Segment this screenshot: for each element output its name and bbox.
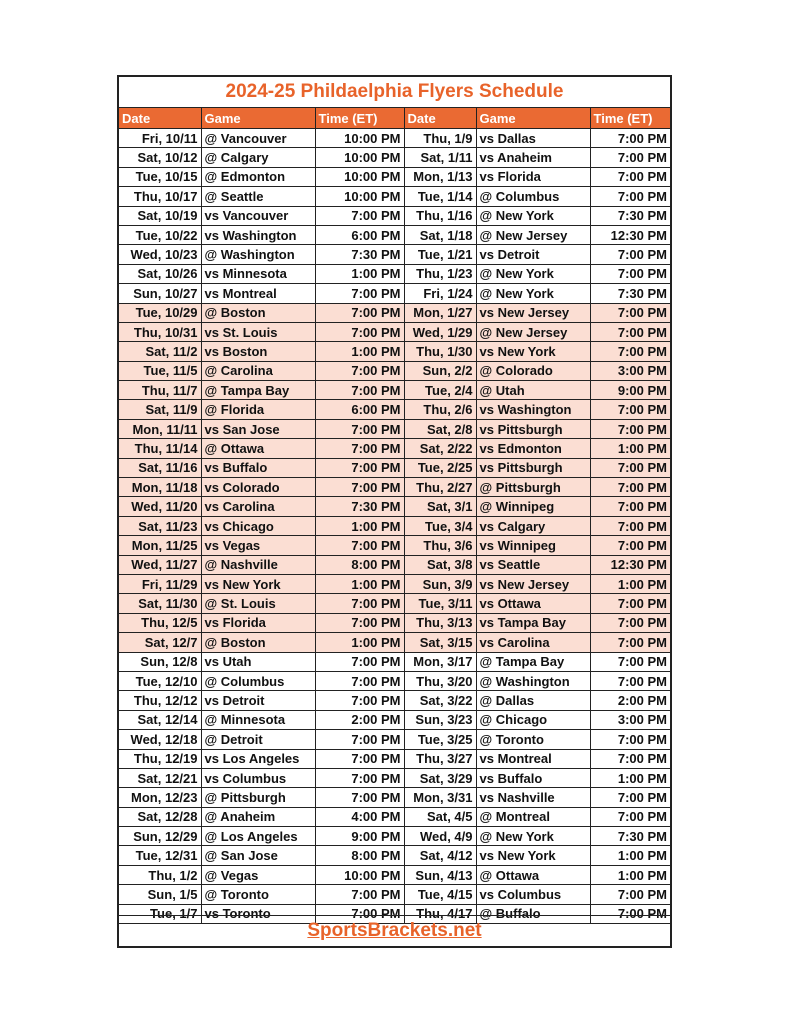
table-row	[119, 768, 670, 787]
game-opponent: vs Dallas	[476, 129, 590, 148]
game-time: 1:00 PM	[315, 516, 404, 535]
game-time: 7:00 PM	[590, 613, 670, 632]
game-date: Tue, 1/14	[404, 187, 476, 206]
game-opponent: @ Ottawa	[201, 439, 315, 458]
game-time: 1:00 PM	[590, 846, 670, 865]
table-row	[119, 846, 670, 865]
game-time: 7:00 PM	[590, 245, 670, 264]
table-row	[119, 730, 670, 749]
game-time: 7:30 PM	[590, 206, 670, 225]
game-time: 7:00 PM	[590, 536, 670, 555]
game-date: Tue, 1/21	[404, 245, 476, 264]
game-opponent: vs Detroit	[201, 691, 315, 710]
game-opponent: @ Los Angeles	[201, 827, 315, 846]
table-row	[119, 322, 670, 341]
game-date: Sat, 12/21	[119, 768, 201, 787]
schedule-table	[119, 108, 670, 924]
game-opponent: @ Montreal	[476, 807, 590, 826]
game-date: Thu, 12/19	[119, 749, 201, 768]
game-opponent: vs Montreal	[476, 749, 590, 768]
header-time: Time (ET)	[315, 108, 404, 129]
game-time: 7:00 PM	[315, 613, 404, 632]
table-row	[119, 284, 670, 303]
game-time: 7:00 PM	[315, 439, 404, 458]
game-date: Wed, 1/29	[404, 322, 476, 341]
game-time: 7:00 PM	[315, 904, 404, 923]
game-time: 7:00 PM	[315, 652, 404, 671]
table-row	[119, 613, 670, 632]
game-time: 7:00 PM	[315, 594, 404, 613]
footer	[119, 915, 670, 946]
game-opponent: @ San Jose	[201, 846, 315, 865]
game-opponent: @ Washington	[476, 671, 590, 690]
game-opponent: vs Los Angeles	[201, 749, 315, 768]
game-time: 7:00 PM	[590, 419, 670, 438]
schedule-body	[119, 129, 670, 924]
game-date: Thu, 11/7	[119, 381, 201, 400]
game-date: Thu, 4/17	[404, 904, 476, 923]
game-opponent: @ Winnipeg	[476, 497, 590, 516]
game-time: 9:00 PM	[315, 827, 404, 846]
game-time: 7:30 PM	[315, 497, 404, 516]
game-opponent: vs New York	[476, 846, 590, 865]
game-opponent: @ Tampa Bay	[476, 652, 590, 671]
game-opponent: vs Washington	[201, 225, 315, 244]
table-row	[119, 381, 670, 400]
game-time: 7:00 PM	[315, 671, 404, 690]
game-date: Tue, 4/15	[404, 885, 476, 904]
game-time: 1:00 PM	[590, 439, 670, 458]
game-opponent: vs Detroit	[476, 245, 590, 264]
game-opponent: @ Washington	[201, 245, 315, 264]
game-date: Thu, 3/6	[404, 536, 476, 555]
game-time: 7:00 PM	[590, 633, 670, 652]
game-date: Thu, 1/16	[404, 206, 476, 225]
game-time: 1:00 PM	[590, 574, 670, 593]
footer-link[interactable]: SportsBrackets.net	[307, 920, 482, 941]
game-opponent: vs Toronto	[201, 904, 315, 923]
game-opponent: vs Columbus	[201, 768, 315, 787]
table-row	[119, 225, 670, 244]
game-date: Mon, 1/13	[404, 167, 476, 186]
game-opponent: vs New York	[476, 342, 590, 361]
game-opponent: @ Minnesota	[201, 710, 315, 729]
game-date: Sat, 12/28	[119, 807, 201, 826]
game-opponent: @ Edmonton	[201, 167, 315, 186]
game-time: 7:00 PM	[590, 322, 670, 341]
game-date: Mon, 12/23	[119, 788, 201, 807]
game-opponent: vs Ottawa	[476, 594, 590, 613]
game-opponent: vs New Jersey	[476, 574, 590, 593]
game-opponent: @ Utah	[476, 381, 590, 400]
game-opponent: @ Columbus	[201, 671, 315, 690]
game-date: Sat, 3/22	[404, 691, 476, 710]
game-date: Sat, 3/29	[404, 768, 476, 787]
game-time: 7:00 PM	[315, 284, 404, 303]
game-opponent: @ Chicago	[476, 710, 590, 729]
game-opponent: vs New Jersey	[476, 303, 590, 322]
game-time: 1:00 PM	[315, 633, 404, 652]
game-date: Sun, 4/13	[404, 865, 476, 884]
game-date: Tue, 3/11	[404, 594, 476, 613]
game-time: 7:00 PM	[590, 264, 670, 283]
game-date: Sat, 10/19	[119, 206, 201, 225]
game-opponent: vs Vancouver	[201, 206, 315, 225]
game-date: Mon, 11/11	[119, 419, 201, 438]
game-opponent: @ Buffalo	[476, 904, 590, 923]
table-row	[119, 749, 670, 768]
game-date: Tue, 3/25	[404, 730, 476, 749]
game-opponent: vs Seattle	[476, 555, 590, 574]
game-date: Thu, 2/6	[404, 400, 476, 419]
game-time: 7:00 PM	[315, 788, 404, 807]
table-row	[119, 652, 670, 671]
game-opponent: vs Colorado	[201, 478, 315, 497]
table-row	[119, 439, 670, 458]
game-opponent: @ Columbus	[476, 187, 590, 206]
game-opponent: vs Florida	[201, 613, 315, 632]
game-date: Sat, 12/14	[119, 710, 201, 729]
game-date: Sun, 12/29	[119, 827, 201, 846]
table-row	[119, 865, 670, 884]
game-time: 7:00 PM	[315, 381, 404, 400]
game-time: 10:00 PM	[315, 129, 404, 148]
game-date: Mon, 3/31	[404, 788, 476, 807]
game-date: Thu, 1/2	[119, 865, 201, 884]
game-opponent: vs Winnipeg	[476, 536, 590, 555]
game-opponent: @ Dallas	[476, 691, 590, 710]
game-date: Sat, 2/8	[404, 419, 476, 438]
table-row	[119, 691, 670, 710]
game-time: 7:00 PM	[590, 594, 670, 613]
game-opponent: vs Anaheim	[476, 148, 590, 167]
game-opponent: @ New York	[476, 206, 590, 225]
game-opponent: @ New Jersey	[476, 322, 590, 341]
game-opponent: vs Calgary	[476, 516, 590, 535]
game-opponent: vs San Jose	[201, 419, 315, 438]
game-date: Sat, 11/30	[119, 594, 201, 613]
table-row	[119, 342, 670, 361]
game-date: Thu, 11/14	[119, 439, 201, 458]
game-time: 7:00 PM	[590, 187, 670, 206]
game-opponent: @ Toronto	[201, 885, 315, 904]
game-time: 1:00 PM	[315, 342, 404, 361]
game-time: 1:00 PM	[315, 264, 404, 283]
game-date: Sat, 11/9	[119, 400, 201, 419]
game-time: 7:00 PM	[590, 788, 670, 807]
game-date: Thu, 1/9	[404, 129, 476, 148]
game-opponent: vs Buffalo	[201, 458, 315, 477]
game-time: 7:00 PM	[590, 671, 670, 690]
game-opponent: @ Anaheim	[201, 807, 315, 826]
game-time: 7:00 PM	[590, 303, 670, 322]
header-game: Game	[201, 108, 315, 129]
game-opponent: @ New York	[476, 264, 590, 283]
table-row	[119, 885, 670, 904]
game-time: 7:00 PM	[590, 749, 670, 768]
game-date: Tue, 12/31	[119, 846, 201, 865]
game-opponent: vs Edmonton	[476, 439, 590, 458]
game-time: 7:00 PM	[590, 730, 670, 749]
game-time: 7:00 PM	[590, 478, 670, 497]
game-date: Sun, 12/8	[119, 652, 201, 671]
table-row	[119, 400, 670, 419]
game-date: Wed, 11/27	[119, 555, 201, 574]
game-date: Sat, 2/22	[404, 439, 476, 458]
game-opponent: @ Vancouver	[201, 129, 315, 148]
game-time: 7:00 PM	[590, 458, 670, 477]
game-time: 7:00 PM	[590, 342, 670, 361]
game-opponent: @ Nashville	[201, 555, 315, 574]
game-time: 1:00 PM	[590, 768, 670, 787]
table-row	[119, 129, 670, 148]
game-date: Sun, 10/27	[119, 284, 201, 303]
game-date: Sat, 3/1	[404, 497, 476, 516]
game-time: 7:00 PM	[590, 129, 670, 148]
game-date: Wed, 12/18	[119, 730, 201, 749]
table-row	[119, 264, 670, 283]
game-time: 7:00 PM	[315, 303, 404, 322]
game-time: 7:00 PM	[315, 322, 404, 341]
game-opponent: @ St. Louis	[201, 594, 315, 613]
game-opponent: @ Seattle	[201, 187, 315, 206]
game-time: 2:00 PM	[590, 691, 670, 710]
game-opponent: vs Washington	[476, 400, 590, 419]
game-time: 12:30 PM	[590, 225, 670, 244]
game-date: Thu, 1/30	[404, 342, 476, 361]
game-opponent: @ Boston	[201, 303, 315, 322]
game-time: 7:00 PM	[315, 691, 404, 710]
game-opponent: @ Colorado	[476, 361, 590, 380]
game-date: Sat, 10/12	[119, 148, 201, 167]
game-time: 8:00 PM	[315, 555, 404, 574]
game-opponent: @ Carolina	[201, 361, 315, 380]
game-time: 7:00 PM	[315, 768, 404, 787]
table-row	[119, 633, 670, 652]
game-opponent: vs Buffalo	[476, 768, 590, 787]
game-date: Fri, 1/24	[404, 284, 476, 303]
game-opponent: @ Vegas	[201, 865, 315, 884]
header-date: Date	[119, 108, 201, 129]
table-row	[119, 788, 670, 807]
game-opponent: @ Calgary	[201, 148, 315, 167]
game-date: Wed, 4/9	[404, 827, 476, 846]
game-time: 7:00 PM	[315, 478, 404, 497]
game-date: Thu, 10/17	[119, 187, 201, 206]
header-time: Time (ET)	[590, 108, 670, 129]
game-time: 8:00 PM	[315, 846, 404, 865]
game-time: 7:00 PM	[315, 536, 404, 555]
game-opponent: @ Pittsburgh	[201, 788, 315, 807]
game-date: Sat, 11/23	[119, 516, 201, 535]
schedule-sheet	[117, 75, 672, 948]
game-time: 7:00 PM	[590, 652, 670, 671]
page-title: 2024-25 Phildaelphia Flyers Schedule	[119, 77, 670, 108]
game-date: Sat, 4/12	[404, 846, 476, 865]
game-date: Tue, 10/29	[119, 303, 201, 322]
table-row	[119, 594, 670, 613]
game-opponent: @ Detroit	[201, 730, 315, 749]
game-opponent: vs Minnesota	[201, 264, 315, 283]
game-time: 7:00 PM	[590, 904, 670, 923]
game-opponent: vs Boston	[201, 342, 315, 361]
game-time: 12:30 PM	[590, 555, 670, 574]
game-time: 1:00 PM	[315, 574, 404, 593]
game-time: 10:00 PM	[315, 167, 404, 186]
game-opponent: vs Pittsburgh	[476, 458, 590, 477]
game-time: 7:00 PM	[315, 885, 404, 904]
game-time: 10:00 PM	[315, 148, 404, 167]
game-opponent: @ New Jersey	[476, 225, 590, 244]
game-date: Tue, 2/25	[404, 458, 476, 477]
game-date: Tue, 12/10	[119, 671, 201, 690]
table-row	[119, 245, 670, 264]
game-date: Sat, 11/2	[119, 342, 201, 361]
game-date: Mon, 1/27	[404, 303, 476, 322]
game-date: Sat, 10/26	[119, 264, 201, 283]
game-time: 7:00 PM	[590, 807, 670, 826]
table-row	[119, 710, 670, 729]
game-opponent: @ Ottawa	[476, 865, 590, 884]
header-game: Game	[476, 108, 590, 129]
game-time: 7:00 PM	[315, 749, 404, 768]
game-opponent: vs Utah	[201, 652, 315, 671]
game-date: Tue, 2/4	[404, 381, 476, 400]
header-row	[119, 108, 670, 129]
game-time: 2:00 PM	[315, 710, 404, 729]
game-opponent: @ Tampa Bay	[201, 381, 315, 400]
game-date: Sat, 1/11	[404, 148, 476, 167]
game-date: Mon, 11/25	[119, 536, 201, 555]
game-opponent: @ New York	[476, 827, 590, 846]
table-row	[119, 148, 670, 167]
table-row	[119, 536, 670, 555]
game-time: 3:00 PM	[590, 710, 670, 729]
game-date: Thu, 3/20	[404, 671, 476, 690]
table-row	[119, 827, 670, 846]
game-time: 10:00 PM	[315, 187, 404, 206]
game-time: 10:00 PM	[315, 865, 404, 884]
game-opponent: vs St. Louis	[201, 322, 315, 341]
game-date: Sat, 3/8	[404, 555, 476, 574]
game-date: Thu, 3/13	[404, 613, 476, 632]
game-date: Thu, 12/5	[119, 613, 201, 632]
game-date: Sun, 3/23	[404, 710, 476, 729]
game-date: Tue, 11/5	[119, 361, 201, 380]
game-opponent: vs Carolina	[201, 497, 315, 516]
game-date: Tue, 1/7	[119, 904, 201, 923]
game-date: Tue, 10/22	[119, 225, 201, 244]
game-opponent: vs Pittsburgh	[476, 419, 590, 438]
table-row	[119, 497, 670, 516]
game-date: Fri, 10/11	[119, 129, 201, 148]
game-time: 7:00 PM	[590, 497, 670, 516]
game-date: Sun, 2/2	[404, 361, 476, 380]
game-opponent: vs Tampa Bay	[476, 613, 590, 632]
table-row	[119, 516, 670, 535]
game-time: 7:00 PM	[590, 148, 670, 167]
game-date: Sat, 4/5	[404, 807, 476, 826]
game-opponent: vs Florida	[476, 167, 590, 186]
game-opponent: @ New York	[476, 284, 590, 303]
game-date: Fri, 11/29	[119, 574, 201, 593]
game-date: Thu, 1/23	[404, 264, 476, 283]
game-date: Sat, 3/15	[404, 633, 476, 652]
table-row	[119, 574, 670, 593]
game-date: Mon, 11/18	[119, 478, 201, 497]
table-row	[119, 807, 670, 826]
game-time: 7:00 PM	[315, 361, 404, 380]
table-row	[119, 361, 670, 380]
table-row	[119, 478, 670, 497]
table-row	[119, 167, 670, 186]
game-date: Sat, 11/16	[119, 458, 201, 477]
game-time: 1:00 PM	[590, 865, 670, 884]
game-opponent: vs Carolina	[476, 633, 590, 652]
game-time: 4:00 PM	[315, 807, 404, 826]
game-opponent: @ Pittsburgh	[476, 478, 590, 497]
game-opponent: vs Columbus	[476, 885, 590, 904]
game-time: 6:00 PM	[315, 225, 404, 244]
game-date: Sun, 1/5	[119, 885, 201, 904]
game-opponent: vs Montreal	[201, 284, 315, 303]
game-opponent: @ Boston	[201, 633, 315, 652]
table-row	[119, 671, 670, 690]
game-date: Thu, 2/27	[404, 478, 476, 497]
header-date: Date	[404, 108, 476, 129]
game-opponent: vs Chicago	[201, 516, 315, 535]
table-row	[119, 303, 670, 322]
table-row	[119, 555, 670, 574]
game-time: 7:30 PM	[590, 827, 670, 846]
game-time: 6:00 PM	[315, 400, 404, 419]
game-opponent: @ Toronto	[476, 730, 590, 749]
game-opponent: vs Vegas	[201, 536, 315, 555]
game-date: Sat, 12/7	[119, 633, 201, 652]
game-date: Sun, 3/9	[404, 574, 476, 593]
table-row	[119, 187, 670, 206]
game-time: 7:00 PM	[315, 730, 404, 749]
game-opponent: vs New York	[201, 574, 315, 593]
game-date: Mon, 3/17	[404, 652, 476, 671]
game-opponent: vs Nashville	[476, 788, 590, 807]
game-time: 7:30 PM	[315, 245, 404, 264]
game-date: Thu, 12/12	[119, 691, 201, 710]
game-time: 7:00 PM	[590, 400, 670, 419]
table-row	[119, 458, 670, 477]
game-time: 7:00 PM	[315, 206, 404, 225]
game-date: Tue, 3/4	[404, 516, 476, 535]
game-date: Wed, 11/20	[119, 497, 201, 516]
game-time: 7:00 PM	[590, 167, 670, 186]
game-time: 7:00 PM	[315, 419, 404, 438]
game-opponent: @ Florida	[201, 400, 315, 419]
game-time: 7:00 PM	[315, 458, 404, 477]
game-time: 7:00 PM	[590, 516, 670, 535]
game-time: 3:00 PM	[590, 361, 670, 380]
game-date: Sat, 1/18	[404, 225, 476, 244]
game-date: Thu, 10/31	[119, 322, 201, 341]
table-row	[119, 206, 670, 225]
game-date: Tue, 10/15	[119, 167, 201, 186]
game-date: Wed, 10/23	[119, 245, 201, 264]
table-row	[119, 419, 670, 438]
game-time: 7:30 PM	[590, 284, 670, 303]
game-date: Thu, 3/27	[404, 749, 476, 768]
game-time: 9:00 PM	[590, 381, 670, 400]
game-time: 7:00 PM	[590, 885, 670, 904]
